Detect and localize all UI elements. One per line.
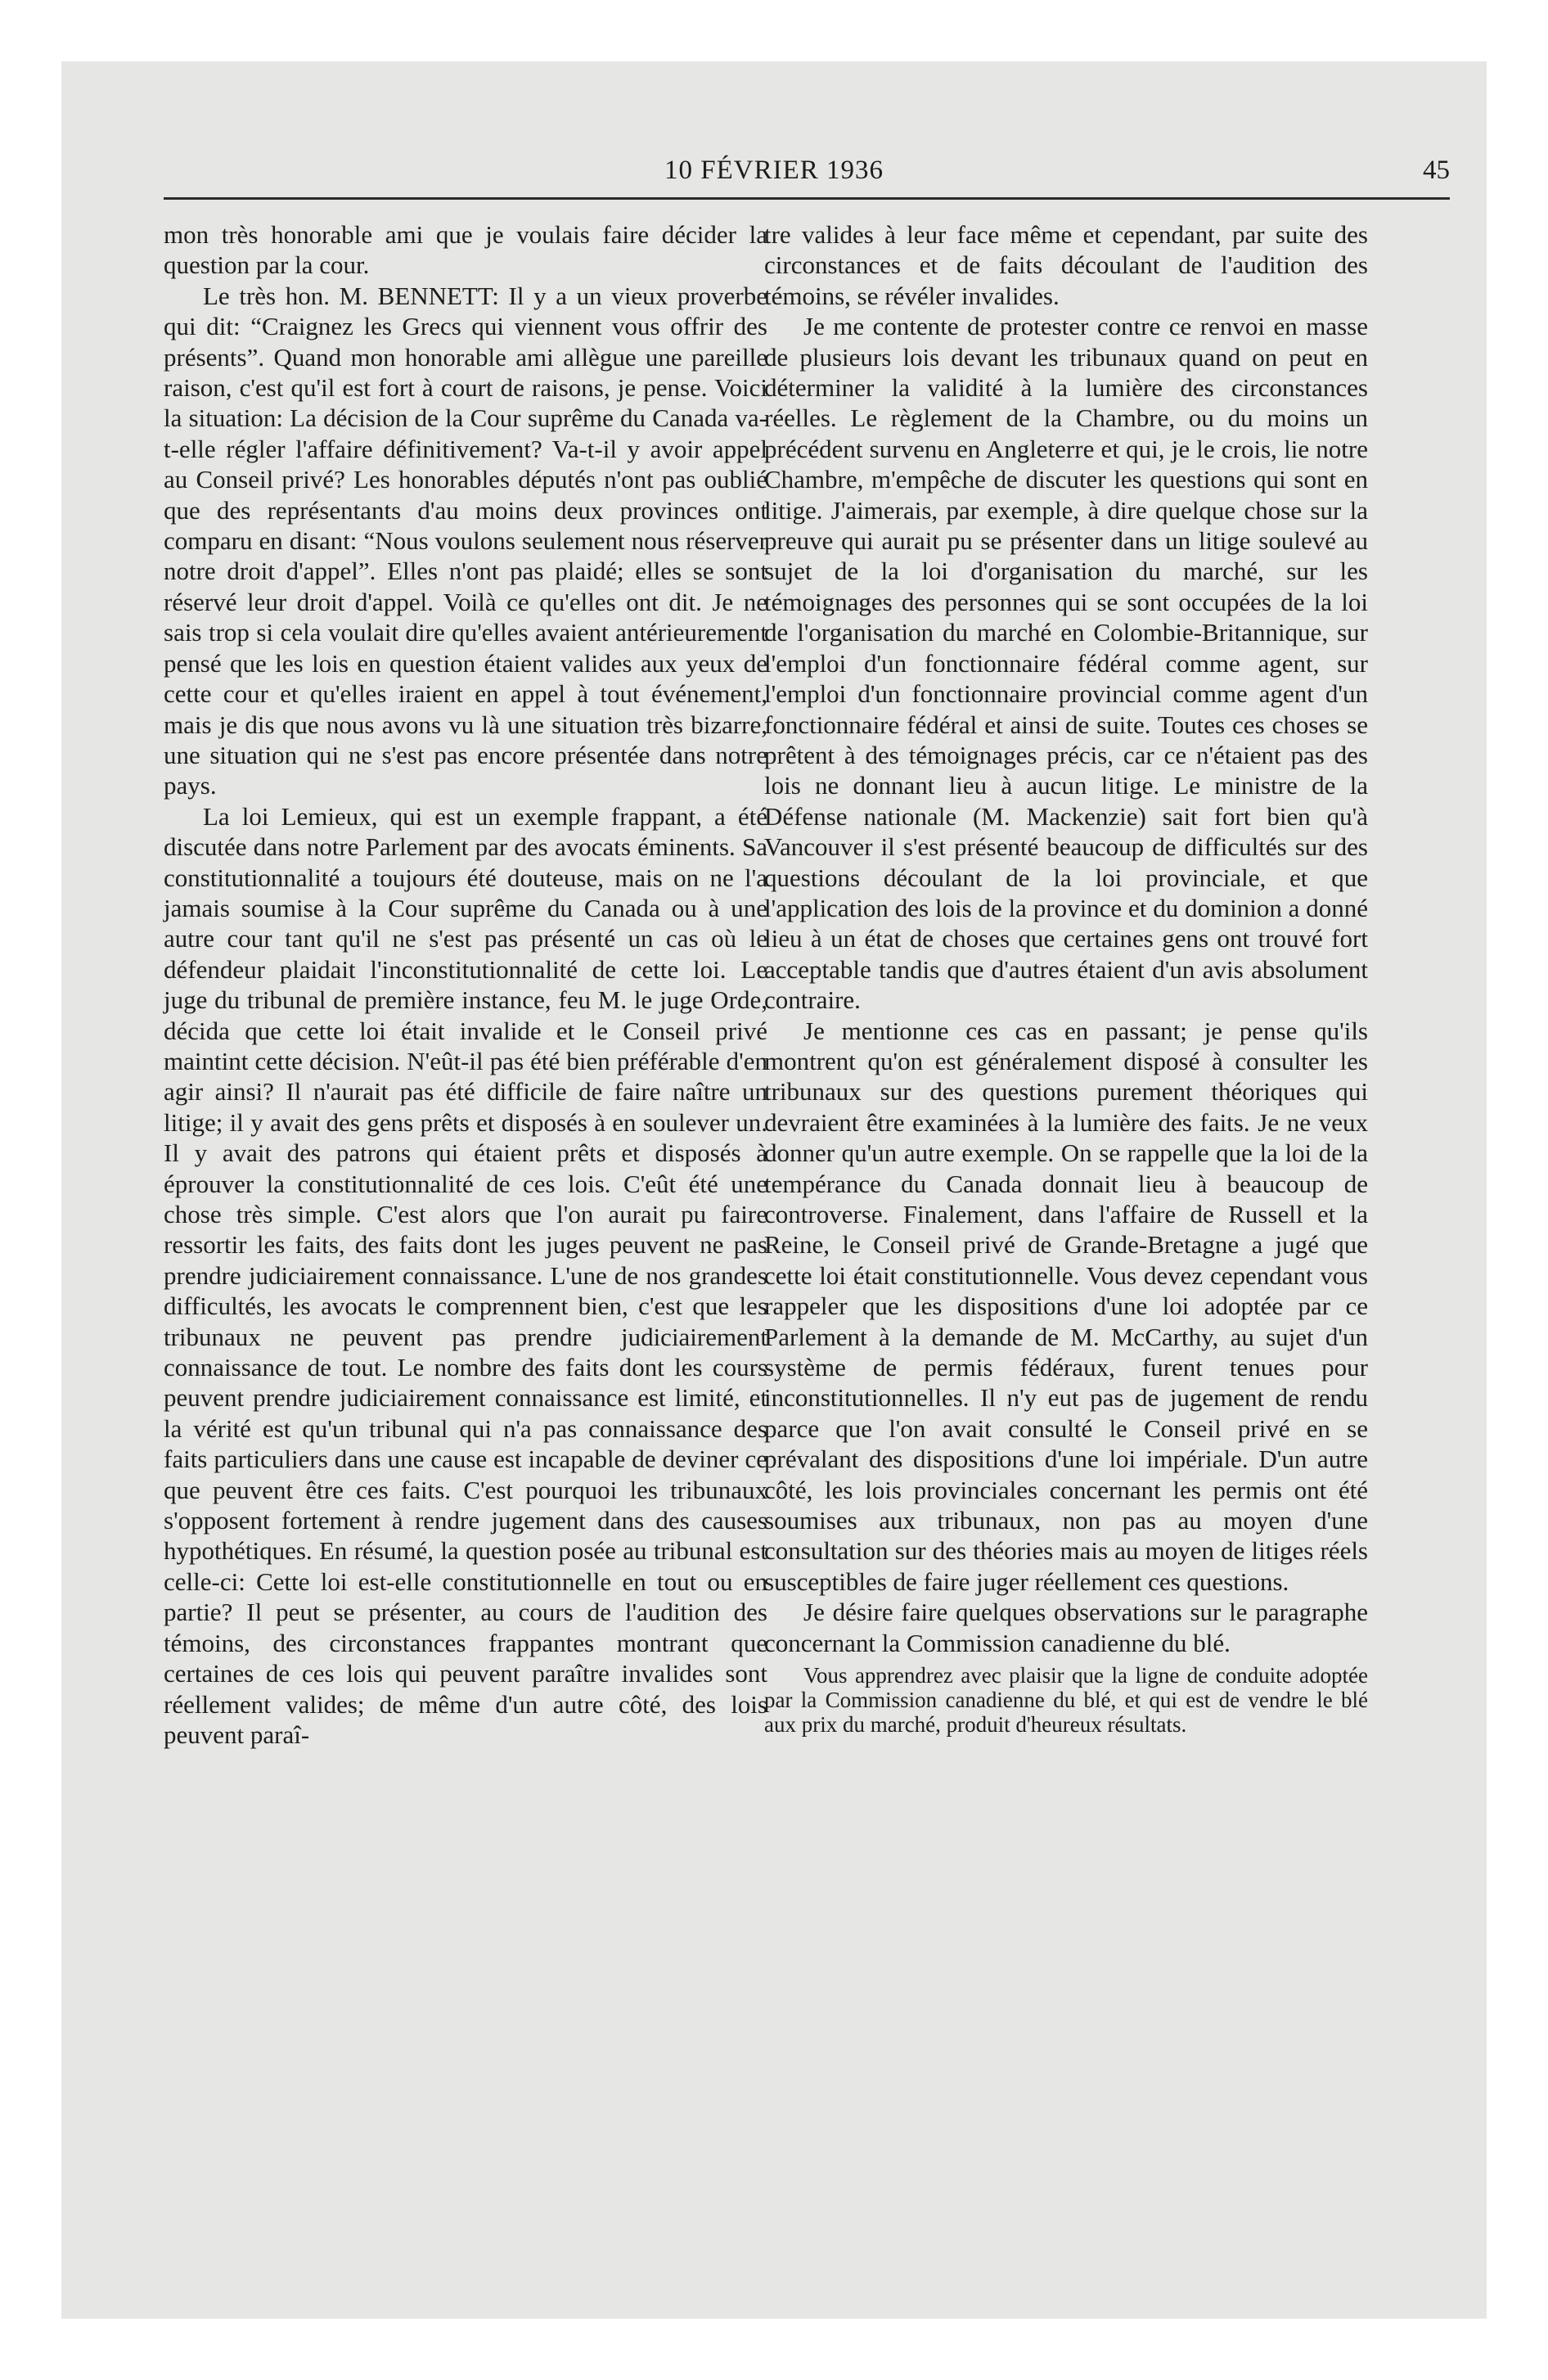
header-rule xyxy=(164,197,1450,200)
left-column xyxy=(164,219,767,1750)
paragraph: Le très hon. M. BENNETT: Il y a un vieux proverbe qui dit: “Craignez les Grecs qui viennent vous offrir des présents”. Quand mon honorable ami allègue une pareille raison, c'est qu'il est fort à court de raisons, je pense. Voici la situation: La décision de la Cour suprême du Canada va-t-elle régler l'affaire définitivement? Va-t-il y avoir appel au Conseil privé? Les honorables députés n'ont pas oublié que des représentants d'au moins deux provinces ont comparu en disant: “Nous voulons seulement nous réserver notre droit d'appel”. Elles n'ont pas plaidé; elles se sont réservé leur droit d'appel. Voilà ce qu'elles ont dit. Je ne sais trop si cela voulait dire qu'elles avaient antérieurement pensé que les lois en question étaient valides aux yeux de cette cour et qu'elles iraient en appel à tout événement, mais je dis que nous avons vu là une situation très bizarre, une situation qui ne s'est pas encore présentée dans notre pays. xyxy=(164,281,767,800)
paragraph: Je mentionne ces cas en passant; je pense qu'ils montrent qu'on est généralement disposé à consulter les tribunaux sur des questions purement théoriques qui devraient être examinées à la lumière des faits. Je ne veux donner qu'un autre exemple. On se rappelle que la loi de la tempérance du Canada donnait lieu à beaucoup de controverse. Finalement, dans l'affaire de Russell et la Reine, le Conseil privé de Grande-Bretagne a jugé que cette loi était constitutionnelle. Vous devez cependant vous rappeler que les dispositions d'une loi adoptée par ce Parlement à la demande de M. McCarthy, au sujet d'un système de permis fédéraux, furent tenues pour inconstitutionnelles. Il n'y eut pas de jugement de rendu parce que l'on avait consulté le Conseil privé en se prévalant des dispositions d'une loi impériale. D'un autre côté, les lois provinciales concernant les permis ont été soumises aux tribunaux, non pas au moyen d'une consultation sur des théories mais au moyen de litiges réels susceptibles de faire juger réellement ces questions. xyxy=(764,1016,1368,1596)
paragraph-quoted-speech: Vous apprendrez avec plaisir que la ligne de conduite adoptée par la Commission canadienne du blé, et qui est de vendre le blé aux prix du marché, produit d'heureux résultats. xyxy=(764,1663,1368,1738)
paragraph: tre valides à leur face même et cependant, par suite des circonstances et de faits découlant de l'audition des témoins, se révéler invalides. xyxy=(764,220,1368,310)
paragraph: mon très honorable ami que je voulais faire décider la question par la cour. xyxy=(164,220,767,280)
page-number: 45 xyxy=(1423,156,1450,185)
paragraph: Je me contente de protester contre ce renvoi en masse de plusieurs lois devant les tribunaux quand on peut en déterminer la validité à la lumière des circonstances réelles. Le règlement de la Chambre, ou du moins un précédent survenu en Angleterre et qui, je le crois, lie notre Chambre, m'empêche de discuter les questions qui sont en litige. J'aimerais, par exemple, à dire quelque chose sur la preuve qui aurait pu se présenter dans un litige soulevé au sujet de la loi d'organisation du marché, sur les témoignages des personnes qui se sont occupées de la loi de l'organisation du marché en Colombie-Britannique, sur l'emploi d'un fonctionnaire fédéral comme agent, sur l'emploi d'un fonctionnaire provincial comme agent d'un fonctionnaire fédéral et ainsi de suite. Toutes ces choses se prêtent à des témoignages précis, car ce n'étaient pas des lois ne donnant lieu à aucun litige. Le ministre de la Défense nationale (M. Mackenzie) sait fort bien qu'à Vancouver il s'est présenté beaucoup de difficultés sur des questions découlant de la loi provinciale, et que l'application des lois de la province et du dominion a donné lieu à un état de choses que certaines gens ont trouvé fort acceptable tandis que d'autres étaient d'un avis absolument contraire. xyxy=(764,312,1368,1015)
paragraph: La loi Lemieux, qui est un exemple frappant, a été discutée dans notre Parlement par des avocats éminents. Sa constitutionnalité a toujours été douteuse, mais on ne l'a jamais soumise à la Cour suprême du Canada ou à une autre cour tant qu'il ne s'est pas présenté un cas où le défendeur plaidait l'inconstitutionnalité de cette loi. Le juge du tribunal de première instance, feu M. le juge Orde, décida que cette loi était invalide et le Conseil privé maintint cette décision. N'eût-il pas été bien préférable d'en agir ainsi? Il n'aurait pas été difficile de faire naître un litige; il y avait des gens prêts et disposés à en soulever un. Il y avait des patrons qui étaient prêts et disposés à éprouver la constitutionnalité de ces lois. C'eût été une chose très simple. C'est alors que l'on aurait pu faire ressortir les faits, des faits dont les juges peuvent ne pas prendre judiciairement connaissance. L'une de nos grandes difficultés, les avocats le comprennent bien, c'est que les tribunaux ne peuvent pas prendre judiciairement connaissance de tout. Le nombre des faits dont les cours peuvent prendre judiciairement connaissance est limité, et la vérité est qu'un tribunal qui n'a pas connaissance des faits particuliers dans une cause est incapable de deviner ce que peuvent être ces faits. C'est pourquoi les tribunaux s'opposent fortement à rendre jugement dans des causes hypothétiques. En résumé, la question posée au tribunal est celle-ci: Cette loi est-elle constitutionnelle en tout ou en partie? Il peut se présenter, au cours de l'audition des témoins, des circonstances frappantes montrant que certaines de ces lois qui peuvent paraître invalides sont réellement valides; de même d'un autre côté, des lois peuvent paraî- xyxy=(164,801,767,1749)
right-column xyxy=(764,219,1368,1737)
header-date: 10 FÉVRIER 1936 xyxy=(664,156,884,185)
running-header xyxy=(98,98,1450,192)
paragraph: Je désire faire quelques observations sur le paragraphe concernant la Commission canadienne du blé. xyxy=(764,1598,1368,1657)
document-page xyxy=(98,98,1450,2282)
